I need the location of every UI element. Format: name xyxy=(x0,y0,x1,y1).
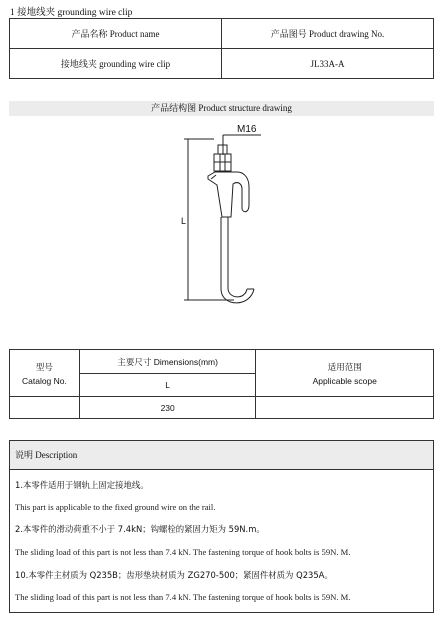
product-drawing-header: 产品图号 Product drawing No. xyxy=(222,19,434,49)
product-structure-drawing xyxy=(9,117,434,312)
clamp-jaw xyxy=(208,172,249,217)
scope-header xyxy=(256,350,434,397)
table-row xyxy=(10,397,434,419)
nut-upper xyxy=(214,154,231,162)
scope-header-cn: 适用范围 xyxy=(327,361,362,372)
description-line-6: The sliding load of this part is not less than 7.4 kN. The fastening torque of hook bolts is 59N. M. xyxy=(15,592,351,602)
description-line-2: This part is applicable to the fixed ground wire on the rail. xyxy=(15,502,216,512)
scope-cell xyxy=(256,397,434,419)
description-line-3: 2.本零件的滑动荷重不小于 7.4kN；钩螺栓的紧固力矩为 59N.m。 xyxy=(15,524,265,534)
description-line-1: 1.本零件适用于钢轨上固定接地线。 xyxy=(15,480,149,490)
description-line-4: The sliding load of this part is not less than 7.4 kN. The fastening torque of hook bolts is 59N. M. xyxy=(15,547,351,557)
hook-bend xyxy=(221,289,254,303)
dimension-label: L xyxy=(181,216,187,226)
scope-header-en: Applicable scope xyxy=(312,375,377,386)
nut-lower xyxy=(214,162,231,171)
catalog-cell xyxy=(10,397,80,419)
dimensions-table xyxy=(9,349,434,419)
section-heading: 1 接地线夹 grounding wire clip xyxy=(10,8,133,18)
description-box xyxy=(9,440,434,613)
catalog-header-en: Catalog No. xyxy=(21,375,67,386)
product-drawing-value: JL33A-A xyxy=(222,49,434,79)
catalog-header xyxy=(10,350,80,397)
dimensions-header: 主要尺寸 Dimensions(mm) xyxy=(79,350,256,374)
description-title: 说明 Description xyxy=(10,441,433,470)
catalog-header-cn: 型号 xyxy=(35,361,53,372)
product-info-table xyxy=(9,18,434,79)
product-name-value: 接地线夹 grounding wire clip xyxy=(10,49,222,79)
l-column-header: L xyxy=(79,374,256,397)
product-name-header: 产品名称 Product name xyxy=(10,19,222,49)
structure-drawing-title: 产品结构图 Product structure drawing xyxy=(9,101,434,116)
thread-label: M16 xyxy=(237,124,257,135)
description-line-5: 10.本零件主材质为 Q235B；齿形垫块材质为 ZG270-500；紧固件材质为 Q235A。 xyxy=(15,570,333,580)
l-value-cell: 230 xyxy=(79,397,256,419)
